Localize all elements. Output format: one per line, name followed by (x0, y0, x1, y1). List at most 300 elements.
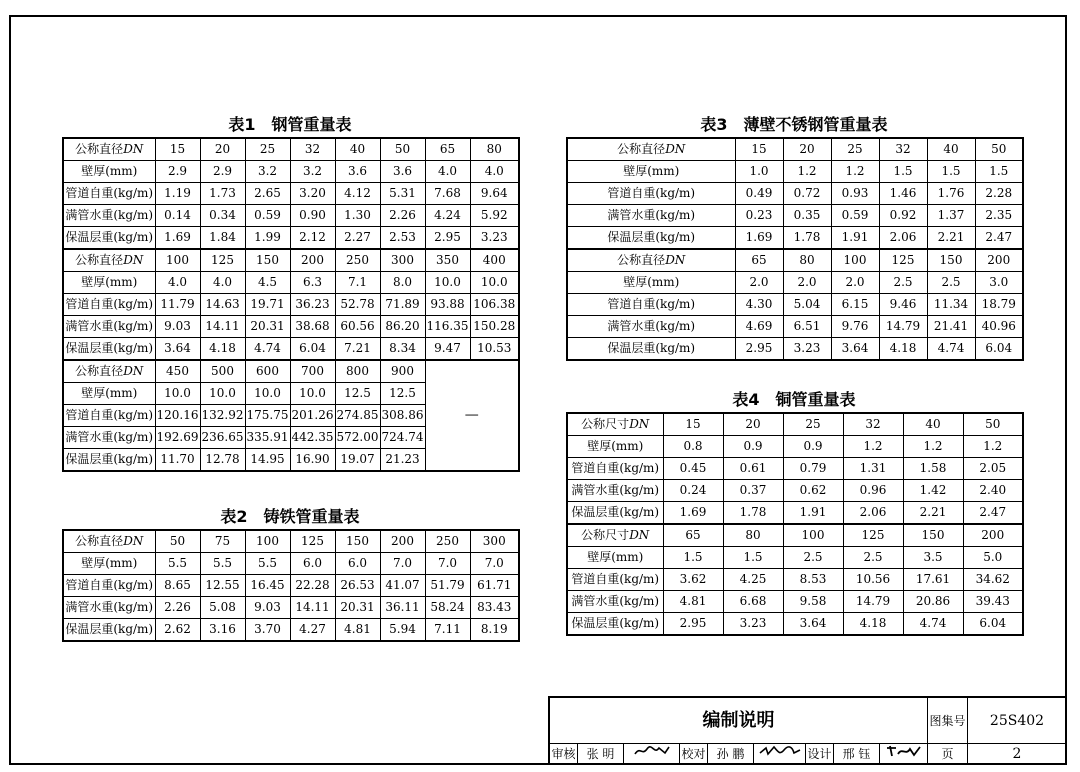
value-cell: 2.5 (783, 547, 843, 569)
value-cell: 8.0 (380, 272, 425, 294)
value-cell: 39.43 (963, 591, 1023, 613)
row-label: 保温层重(kg/m) (567, 227, 735, 250)
value-cell: 2.27 (335, 227, 380, 250)
title-block-title: 编制说明 (550, 698, 928, 744)
dn-size-cell: 200 (290, 249, 335, 272)
row-label: 保温层重(kg/m) (567, 502, 663, 525)
row-header-dn: 公称直径DN (63, 530, 155, 553)
value-cell: 16.90 (290, 449, 335, 472)
value-cell: 106.38 (470, 294, 519, 316)
value-cell: 4.74 (245, 338, 290, 361)
value-cell: 10.0 (425, 272, 470, 294)
value-cell: 7.0 (425, 553, 470, 575)
row-header-dn: 公称直径DN (63, 360, 155, 383)
value-cell: 0.61 (723, 458, 783, 480)
value-cell: 7.21 (335, 338, 380, 361)
value-cell: 10.0 (290, 383, 335, 405)
value-cell: 7.0 (380, 553, 425, 575)
dn-size-cell: 15 (735, 138, 783, 161)
check-signature (754, 744, 806, 764)
value-cell: 4.81 (663, 591, 723, 613)
value-cell: 0.9 (783, 436, 843, 458)
dn-size-cell: 300 (380, 249, 425, 272)
design-name: 邢 钰 (834, 744, 880, 764)
table-row (567, 161, 1023, 183)
value-cell: 8.19 (470, 619, 519, 642)
row-label: 满管水重(kg/m) (63, 316, 155, 338)
design-signature (880, 744, 928, 764)
value-cell: 5.04 (783, 294, 831, 316)
dn-size-cell: 15 (663, 413, 723, 436)
value-cell: 1.2 (843, 436, 903, 458)
value-cell: 0.24 (663, 480, 723, 502)
value-cell: 4.69 (735, 316, 783, 338)
value-cell: 2.0 (735, 272, 783, 294)
value-cell: 0.9 (723, 436, 783, 458)
dn-size-cell: 80 (783, 249, 831, 272)
dn-size-cell: 350 (425, 249, 470, 272)
value-cell: 14.79 (879, 316, 927, 338)
dn-size-cell: 80 (470, 138, 519, 161)
value-cell: 4.5 (245, 272, 290, 294)
value-cell: 6.15 (831, 294, 879, 316)
dn-size-cell: 200 (975, 249, 1023, 272)
value-cell: 19.07 (335, 449, 380, 472)
table-row (567, 591, 1023, 613)
row-label: 壁厚(mm) (567, 436, 663, 458)
value-cell: 150.28 (470, 316, 519, 338)
dn-size-cell: 125 (290, 530, 335, 553)
value-cell: 40.96 (975, 316, 1023, 338)
row-label: 保温层重(kg/m) (63, 338, 155, 361)
table-row (63, 161, 519, 183)
value-cell: 14.11 (290, 597, 335, 619)
table-row (567, 205, 1023, 227)
value-cell: 3.70 (245, 619, 290, 642)
table-row (63, 553, 519, 575)
table-row (63, 316, 519, 338)
value-cell: 51.79 (425, 575, 470, 597)
value-cell: 8.34 (380, 338, 425, 361)
value-cell: 3.2 (245, 161, 290, 183)
atlas-label: 图集号 (928, 698, 968, 744)
value-cell: 6.51 (783, 316, 831, 338)
value-cell: 3.64 (783, 613, 843, 636)
value-cell: 3.64 (831, 338, 879, 361)
value-cell: 1.78 (783, 227, 831, 250)
value-cell: 11.79 (155, 294, 200, 316)
value-cell: 4.0 (425, 161, 470, 183)
dn-size-cell: 100 (155, 249, 200, 272)
value-cell: 21.23 (380, 449, 425, 472)
value-cell: 2.9 (155, 161, 200, 183)
dn-size-cell: 125 (843, 524, 903, 547)
value-cell: 2.06 (843, 502, 903, 525)
review-name: 张 明 (578, 744, 624, 764)
row-header-dn: 公称直径DN (567, 138, 735, 161)
dn-size-cell: 65 (425, 138, 470, 161)
value-cell: 1.91 (783, 502, 843, 525)
value-cell: 7.0 (470, 553, 519, 575)
check-label: 校对 (680, 744, 708, 764)
table-row (567, 316, 1023, 338)
dn-size-cell: 125 (200, 249, 245, 272)
review-signature (624, 744, 680, 764)
row-label: 壁厚(mm) (63, 161, 155, 183)
value-cell: 1.5 (975, 161, 1023, 183)
steel-pipe-weight-table (62, 137, 520, 472)
value-cell: 4.18 (879, 338, 927, 361)
dn-size-cell: 25 (831, 138, 879, 161)
value-cell: 3.2 (290, 161, 335, 183)
value-cell: 192.69 (155, 427, 200, 449)
dn-size-cell: 32 (879, 138, 927, 161)
table-row (567, 613, 1023, 636)
table-row (567, 338, 1023, 361)
value-cell: 71.89 (380, 294, 425, 316)
value-cell: 5.5 (200, 553, 245, 575)
value-cell: 10.53 (470, 338, 519, 361)
value-cell: 2.05 (963, 458, 1023, 480)
value-cell: 4.74 (927, 338, 975, 361)
value-cell: 0.96 (843, 480, 903, 502)
row-header-dn: 公称直径DN (567, 249, 735, 272)
value-cell: 6.04 (975, 338, 1023, 361)
value-cell: 4.18 (843, 613, 903, 636)
row-header-dn: 公称直径DN (63, 138, 155, 161)
value-cell: 7.1 (335, 272, 380, 294)
value-cell: 1.2 (963, 436, 1023, 458)
row-label: 满管水重(kg/m) (63, 597, 155, 619)
table-row (63, 619, 519, 642)
value-cell: 2.62 (155, 619, 200, 642)
table-header-row (567, 524, 1023, 547)
value-cell: 36.23 (290, 294, 335, 316)
value-cell: 0.37 (723, 480, 783, 502)
value-cell: 14.63 (200, 294, 245, 316)
value-cell: 36.11 (380, 597, 425, 619)
dn-size-cell: 250 (425, 530, 470, 553)
table-row (63, 338, 519, 361)
value-cell: 1.5 (879, 161, 927, 183)
table-header-row (63, 530, 519, 553)
value-cell: 6.04 (290, 338, 335, 361)
value-cell: 5.31 (380, 183, 425, 205)
value-cell: 1.2 (831, 161, 879, 183)
value-cell: 2.47 (975, 227, 1023, 250)
table-row (567, 183, 1023, 205)
table-header-row (63, 360, 519, 383)
value-cell: 335.91 (245, 427, 290, 449)
value-cell: 3.20 (290, 183, 335, 205)
row-label: 满管水重(kg/m) (63, 427, 155, 449)
value-cell: 12.5 (380, 383, 425, 405)
dn-size-cell: 80 (723, 524, 783, 547)
value-cell: 4.18 (200, 338, 245, 361)
value-cell: 1.19 (155, 183, 200, 205)
value-cell: 2.40 (963, 480, 1023, 502)
value-cell: 572.00 (335, 427, 380, 449)
dn-size-cell: 65 (663, 524, 723, 547)
value-cell: 2.53 (380, 227, 425, 250)
row-label: 壁厚(mm) (63, 553, 155, 575)
atlas-number: 25S402 (968, 698, 1066, 744)
value-cell: 2.21 (927, 227, 975, 250)
value-cell: 1.5 (663, 547, 723, 569)
table1-title: 表1 钢管重量表 (228, 115, 352, 134)
value-cell: 5.92 (470, 205, 519, 227)
stainless-pipe-weight-table (566, 137, 1024, 361)
value-cell: 3.0 (975, 272, 1023, 294)
value-cell: 8.65 (155, 575, 200, 597)
value-cell: 442.35 (290, 427, 335, 449)
dn-size-cell: 150 (335, 530, 380, 553)
value-cell: 0.79 (783, 458, 843, 480)
value-cell: 10.0 (155, 383, 200, 405)
value-cell: 0.23 (735, 205, 783, 227)
value-cell: 2.28 (975, 183, 1023, 205)
value-cell: 4.0 (155, 272, 200, 294)
value-cell: 20.31 (335, 597, 380, 619)
value-cell: 1.91 (831, 227, 879, 250)
value-cell: 0.92 (879, 205, 927, 227)
value-cell: 1.0 (735, 161, 783, 183)
row-label: 保温层重(kg/m) (63, 449, 155, 472)
value-cell: 2.26 (380, 205, 425, 227)
value-cell: 308.86 (380, 405, 425, 427)
dn-size-cell: 150 (903, 524, 963, 547)
page-label: 页 (928, 744, 968, 764)
value-cell: 14.95 (245, 449, 290, 472)
value-cell: 34.62 (963, 569, 1023, 591)
row-label: 管道自重(kg/m) (567, 183, 735, 205)
value-cell: 10.56 (843, 569, 903, 591)
review-label: 审核 (550, 744, 578, 764)
value-cell: 4.25 (723, 569, 783, 591)
table-row (63, 205, 519, 227)
row-label: 满管水重(kg/m) (567, 591, 663, 613)
value-cell: 83.43 (470, 597, 519, 619)
value-cell: 93.88 (425, 294, 470, 316)
dn-size-cell: 300 (470, 530, 519, 553)
row-label: 满管水重(kg/m) (567, 316, 735, 338)
value-cell: 6.0 (290, 553, 335, 575)
table-row (63, 294, 519, 316)
value-cell: 236.65 (200, 427, 245, 449)
copper-pipe-weight-table (566, 412, 1024, 636)
value-cell: 0.59 (245, 205, 290, 227)
value-cell: 116.35 (425, 316, 470, 338)
row-label: 保温层重(kg/m) (63, 619, 155, 642)
value-cell: 4.30 (735, 294, 783, 316)
value-cell: 4.12 (335, 183, 380, 205)
row-label: 壁厚(mm) (63, 272, 155, 294)
value-cell: 5.94 (380, 619, 425, 642)
row-label: 满管水重(kg/m) (567, 205, 735, 227)
value-cell: 18.79 (975, 294, 1023, 316)
value-cell: 11.70 (155, 449, 200, 472)
value-cell: 3.16 (200, 619, 245, 642)
value-cell: 3.23 (783, 338, 831, 361)
value-cell: 2.12 (290, 227, 335, 250)
row-label: 满管水重(kg/m) (567, 480, 663, 502)
dn-size-cell: 100 (831, 249, 879, 272)
value-cell: 61.71 (470, 575, 519, 597)
value-cell: 3.6 (335, 161, 380, 183)
dn-size-cell: 400 (470, 249, 519, 272)
value-cell: 60.56 (335, 316, 380, 338)
value-cell: 26.53 (335, 575, 380, 597)
value-cell: 10.0 (470, 272, 519, 294)
table4-title: 表4 铜管重量表 (732, 390, 856, 409)
value-cell: 724.74 (380, 427, 425, 449)
value-cell: 8.53 (783, 569, 843, 591)
value-cell: 2.65 (245, 183, 290, 205)
row-label: 管道自重(kg/m) (63, 183, 155, 205)
table-header-row (63, 138, 519, 161)
table-row (567, 272, 1023, 294)
value-cell: 12.5 (335, 383, 380, 405)
row-label: 管道自重(kg/m) (567, 294, 735, 316)
dn-size-cell: 500 (200, 360, 245, 383)
value-cell: 2.47 (963, 502, 1023, 525)
row-label: 壁厚(mm) (567, 272, 735, 294)
table-row (567, 227, 1023, 250)
dn-size-cell: 200 (380, 530, 425, 553)
table-row (63, 575, 519, 597)
dn-size-cell: 150 (927, 249, 975, 272)
value-cell: 132.92 (200, 405, 245, 427)
value-cell: 4.27 (290, 619, 335, 642)
value-cell: 0.62 (783, 480, 843, 502)
value-cell: 4.24 (425, 205, 470, 227)
value-cell: 2.26 (155, 597, 200, 619)
row-label: 管道自重(kg/m) (567, 458, 663, 480)
value-cell: 1.84 (200, 227, 245, 250)
value-cell: 4.0 (470, 161, 519, 183)
row-label: 管道自重(kg/m) (567, 569, 663, 591)
value-cell: 12.78 (200, 449, 245, 472)
dn-size-cell: 75 (200, 530, 245, 553)
dn-size-cell: 50 (975, 138, 1023, 161)
table-row (567, 547, 1023, 569)
row-label: 保温层重(kg/m) (63, 227, 155, 250)
dn-size-cell: 100 (245, 530, 290, 553)
value-cell: 1.58 (903, 458, 963, 480)
value-cell: 1.69 (155, 227, 200, 250)
value-cell: 2.5 (927, 272, 975, 294)
value-cell: 0.14 (155, 205, 200, 227)
table-row (567, 480, 1023, 502)
value-cell: 3.5 (903, 547, 963, 569)
value-cell: 5.08 (200, 597, 245, 619)
value-cell: 1.2 (903, 436, 963, 458)
value-cell: 11.34 (927, 294, 975, 316)
table-row (567, 294, 1023, 316)
check-name: 孙 鹏 (708, 744, 754, 764)
value-cell: 2.35 (975, 205, 1023, 227)
value-cell: 0.49 (735, 183, 783, 205)
value-cell: 3.23 (470, 227, 519, 250)
value-cell: 2.95 (425, 227, 470, 250)
value-cell: 1.73 (200, 183, 245, 205)
value-cell: 0.8 (663, 436, 723, 458)
value-cell: 120.16 (155, 405, 200, 427)
table-row (567, 569, 1023, 591)
row-header-dn: 公称直径DN (63, 249, 155, 272)
dn-size-cell: 40 (927, 138, 975, 161)
dn-size-cell: 40 (335, 138, 380, 161)
value-cell: 38.68 (290, 316, 335, 338)
value-cell: 6.68 (723, 591, 783, 613)
value-cell: 0.35 (783, 205, 831, 227)
row-label: 满管水重(kg/m) (63, 205, 155, 227)
value-cell: 12.55 (200, 575, 245, 597)
value-cell: 0.93 (831, 183, 879, 205)
dn-size-cell: 900 (380, 360, 425, 383)
value-cell: 9.76 (831, 316, 879, 338)
dn-size-cell: 200 (963, 524, 1023, 547)
value-cell: 0.34 (200, 205, 245, 227)
value-cell: 21.41 (927, 316, 975, 338)
dn-size-cell: 20 (200, 138, 245, 161)
value-cell: 4.0 (200, 272, 245, 294)
table-row (63, 183, 519, 205)
row-label: 壁厚(mm) (63, 383, 155, 405)
value-cell: 5.5 (245, 553, 290, 575)
value-cell: 0.45 (663, 458, 723, 480)
table-row (63, 597, 519, 619)
value-cell: 9.03 (245, 597, 290, 619)
row-label: 壁厚(mm) (567, 547, 663, 569)
dn-size-cell: 700 (290, 360, 335, 383)
value-cell: 3.6 (380, 161, 425, 183)
dn-size-cell: 50 (155, 530, 200, 553)
value-cell: 0.72 (783, 183, 831, 205)
dn-size-cell: 20 (723, 413, 783, 436)
value-cell: 2.95 (663, 613, 723, 636)
value-cell: 9.46 (879, 294, 927, 316)
row-label: 保温层重(kg/m) (567, 613, 663, 636)
value-cell: 9.58 (783, 591, 843, 613)
value-cell: 1.78 (723, 502, 783, 525)
dn-size-cell: 50 (963, 413, 1023, 436)
value-cell: 1.30 (335, 205, 380, 227)
value-cell: 0.90 (290, 205, 335, 227)
empty-filler-cell: — (425, 360, 519, 471)
table-row (567, 502, 1023, 525)
row-header-dn: 公称尺寸DN (567, 524, 663, 547)
table-header-row (567, 138, 1023, 161)
value-cell: 2.9 (200, 161, 245, 183)
value-cell: 0.59 (831, 205, 879, 227)
dn-size-cell: 125 (879, 249, 927, 272)
value-cell: 3.23 (723, 613, 783, 636)
dn-size-cell: 450 (155, 360, 200, 383)
page-number: 2 (1012, 746, 1022, 762)
table-row (63, 272, 519, 294)
value-cell: 1.42 (903, 480, 963, 502)
table-row (63, 227, 519, 250)
value-cell: 1.31 (843, 458, 903, 480)
value-cell: 6.3 (290, 272, 335, 294)
row-label: 保温层重(kg/m) (567, 338, 735, 361)
table-header-row (567, 413, 1023, 436)
value-cell: 17.61 (903, 569, 963, 591)
value-cell: 10.0 (245, 383, 290, 405)
value-cell: 10.0 (200, 383, 245, 405)
value-cell: 19.71 (245, 294, 290, 316)
